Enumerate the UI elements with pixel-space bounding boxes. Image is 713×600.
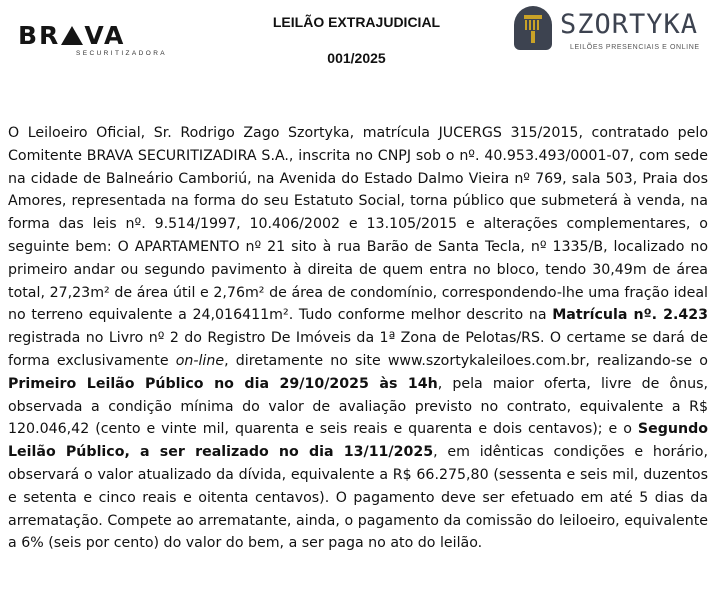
body-text-5: registrada no Livro nº 2 do Registro De Imóveis da 1ª Zona de Pelotas/RS. O certame se dará de forma exclusivamente: [8, 330, 708, 369]
body-text-3: , inscrita no CNPJ sob o nº. 40.953.493/0001-07, com sede na cidade de Balneário Camboriú, na Avenida do Estado Dalmo Vieira nº 769, sala 503, Praia dos Amores, representada na forma do seu Estatuto Social, torna público que submeterá à venda, na forma das leis nº. 9.514/1997, 10.406/2002 e 13.105/2015 e alterações complementares, o seguinte bem: O APARTAMENTO nº 21 sito à rua Barão de Santa Tecla, nº 1335/B, localizado no primeiro andar ou segundo pavimento à direita de quem entra no bloco, tendo 30,49m de área total, 27,23m² de área útil e 2,76m² de área de condomínio, correspondendo-lhe uma fração ideal no terreno equivalente a 24,016411m². Tudo conforme melhor descrito na: [8, 147, 708, 324]
body-text-7: , diretamente no site www.szortykaleiloes.com.br, realizando-se o: [224, 352, 708, 369]
body-text-11: , em idênticas condições e horário, observará o valor atualizado da dívida, equivalente a R$ 66.275,80 (sessenta e seis mil, duzentos e setenta e cinco reais e oitenta centavos). O pagamento deve ser efetuado em até 5 dias da arrematação. Compete ao arrematante, ainda, o pagamento da comissão do leiloeiro, equivalente a 6% (seis por cento) do valor do bem, a ser paga no ato do leilão.: [8, 444, 708, 552]
brava-logo: [18, 21, 178, 57]
body-matricula-bold: Matrícula nº. 2.423: [552, 307, 708, 324]
body-second-auction-bold: Segundo Leilão Público, a ser realizado no dia 13/11/2025: [8, 421, 708, 461]
auction-notice-body: [8, 122, 708, 555]
body-online-italic: on-line: [175, 352, 225, 369]
brava-logo-wordmark: [18, 21, 178, 50]
document-number: 001/2025: [327, 50, 386, 66]
body-text-1: O Leiloeiro Oficial, Sr. Rodrigo Zago Szortyka, matrícula JUCERGS 315/2015, contratado pelo Comitente: [8, 125, 708, 164]
szortyka-logo-tagline: LEILÕES PRESENCIAIS E ONLINE: [570, 44, 700, 51]
body-text-9: , pela maior oferta, livre de ônus, observada a condição mínima do valor de avaliação previsto no contrato, equivalente a R$ 120.046,42 (cento e vinte mil, quarenta e seis reais e quarenta e dois centavos); e o: [8, 375, 708, 438]
gavel-emblem-icon: [514, 6, 552, 50]
brava-triangle-icon: [61, 26, 83, 45]
brava-logo-tagline: SECURITIZADORA: [76, 50, 168, 57]
document-title: LEILÃO EXTRAJUDICIAL: [272, 14, 441, 30]
szortyka-logo: [512, 6, 712, 64]
brava-logo-name-left: BR: [18, 21, 61, 50]
body-text-2: BRAVA SECURITIZADIRA S.A.: [86, 147, 289, 164]
brava-logo-name-right: VA: [84, 21, 126, 50]
body-first-auction-bold: Primeiro Leilão Público no dia 29/10/2025 às 14h: [8, 375, 438, 392]
szortyka-logo-name: SZORTYKA: [560, 9, 699, 40]
document-header: [0, 0, 713, 80]
